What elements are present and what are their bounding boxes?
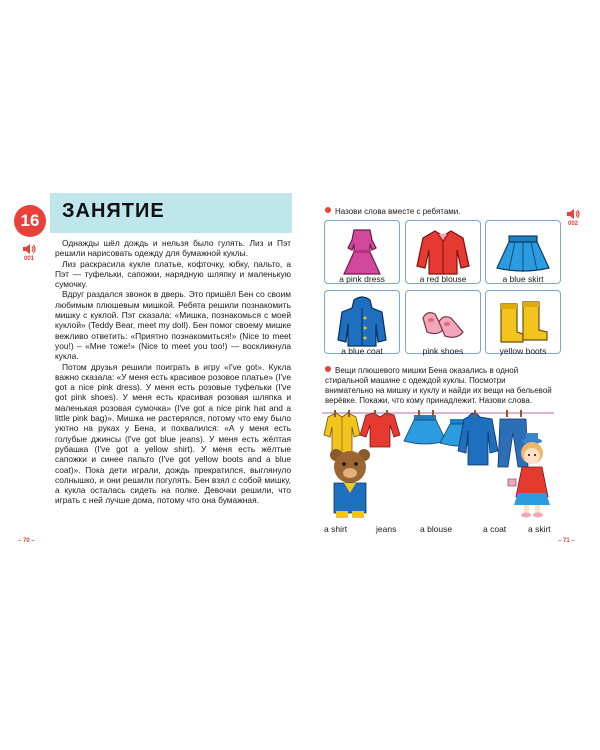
story-paragraph: Лиз раскрасила кукле платье, кофточку, юбку, пальто, а Пэт — туфельки, сапожки, нарядную шляпку и маленькую сумочку. (55, 258, 291, 290)
instruction-2 (325, 366, 555, 406)
page-number-right: – 71 – (558, 538, 575, 544)
word-item: a coat (483, 524, 507, 534)
bullet-icon (325, 366, 331, 372)
page-number-left: – 70 – (18, 538, 35, 544)
word-item: a skirt (528, 524, 551, 534)
audio-track-right[interactable] (563, 208, 583, 227)
pink-dress-icon (332, 226, 392, 278)
story-paragraph: Потом друзья решили поиграть в игру «I've got». Кукла важно сказала: «У меня есть красивое розовое платье» (I've got a nice pink dress). У меня есть розовые туфельки (I've got pink shoes). У меня есть красивая розовая шляпка и маленькая розовая сумочка» (I've got a nice pink hat and a little pink bag)». Мишка не растерялся, потому что ему было уютно на руках у Бена, и похвалился: «А у меня есть голубые джинсы (I've got blue jeans). У меня есть жёлтая рубашка (I've got a yellow shirt). У меня есть жёлтые сапожки и синее пальто (I've got yellow boots and a blue coat)». Пока дети играли, дождь прекратился, выглянуло солнышко, и они решили погулять. Бен взял с собой мишку, а кукла осталась сидеть на полке. Девочки решили, что играть с ней лучше дома, потому что она бумажная. (55, 361, 291, 506)
card-yellow-boots[interactable] (485, 290, 561, 354)
teddy-bear-icon (330, 449, 370, 518)
blue-coat-icon (332, 296, 392, 348)
card-pink-shoes[interactable] (405, 290, 481, 354)
audio-track-left[interactable] (19, 243, 39, 262)
yellow-boots-icon (493, 296, 553, 348)
speaker-icon (22, 243, 36, 255)
instruction-1-text: Назови слова вместе с ребятами. (335, 207, 461, 216)
red-blouse-icon (413, 226, 473, 278)
lesson-number-badge: 16 (14, 205, 46, 237)
audio-track-number: 001 (23, 256, 34, 262)
blue-skirt-icon (493, 226, 553, 278)
pink-shoes-icon (413, 296, 473, 348)
doll-icon (508, 433, 550, 518)
word-item: a shirt (324, 524, 348, 534)
blue-coat-icon[interactable] (458, 413, 498, 465)
blue-skirt-icon[interactable] (404, 415, 446, 444)
story-paragraph: Однажды шёл дождь и нельзя было гулять. Лиз и Пэт решили нарисовать одежду для бумажной куклы. (55, 238, 291, 259)
bullet-icon (325, 207, 331, 213)
instruction-1 (325, 207, 555, 217)
speaker-icon (566, 208, 580, 220)
clothesline-illustration (322, 407, 554, 519)
audio-track-number: 002 (567, 221, 578, 227)
word-item: jeans (376, 524, 397, 534)
card-caption: a red blouse (419, 274, 467, 284)
card-caption: yellow boots (499, 346, 547, 356)
card-caption: a blue coat (341, 346, 383, 356)
card-caption: a blue skirt (502, 274, 544, 284)
yellow-shirt-icon[interactable] (324, 413, 360, 453)
story-paragraph: Вдруг раздался звонок в дверь. Это пришёл Бен со своим любимым плюшевым мишкой. Ребята решили познакомить мишку с куклой. Пэт сказала: «Мишка, познакомься с моей куклой» (Teddy Bear, meet my doll). Бен помог своему мишке вежливо ответить: «Приятно познакомиться!» (Nice to meet you!) – «Мне тоже!» (Nice to meet you too!) — воскликнула кукла. (55, 289, 291, 362)
card-blue-coat[interactable] (324, 290, 400, 354)
instruction-2-text: Вещи плюшевого мишки Бена оказались в одной стиральной машине с одеждой куклы. Посмотри внимательно на мишку и куклу и найди их вещи на бельевой верёвке. Покажи, что кому принадлежит. Назови слова. (325, 366, 552, 405)
card-caption: a pink dress (339, 274, 385, 284)
word-item: a blouse (420, 524, 453, 534)
story-text (55, 238, 291, 506)
page-title: ЗАНЯТИЕ (62, 200, 165, 222)
red-blouse-icon[interactable] (360, 413, 400, 447)
card-caption: pink shoes (422, 346, 464, 356)
